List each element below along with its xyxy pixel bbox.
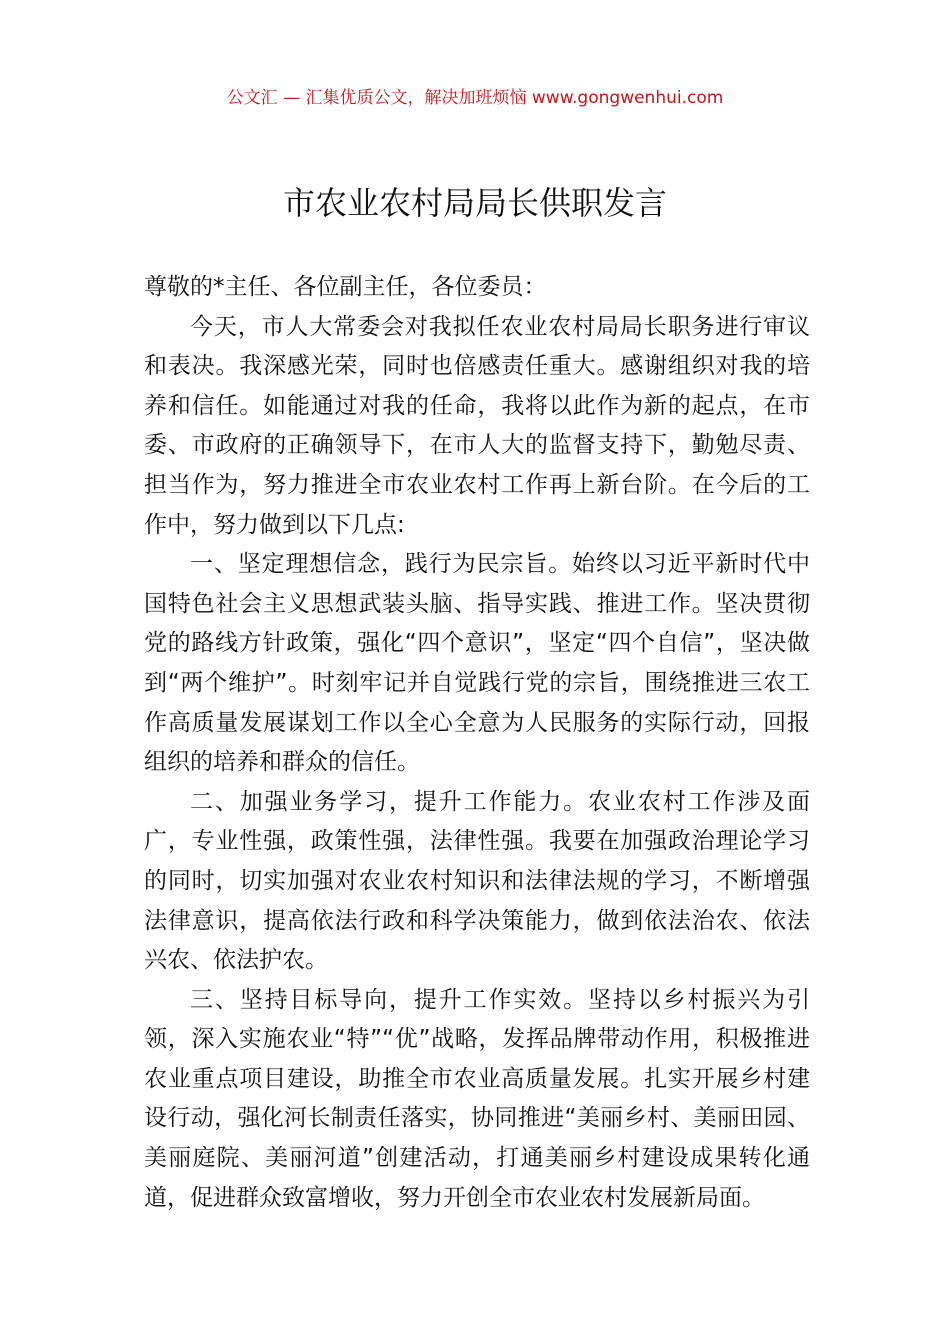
paragraph-intro: 今天，市人大常委会对我拟任农业农村局局长职务进行审议和表决。我深感光荣，同时也倍感责任重大。感谢组织对我的培养和信任。如能通过对我的任命，我将以此作为新的起点，在市委、市政府的正确领导下，在市人大的监督支持下，勤勉尽责、担当作为，努力推进全市农业农村工作再上新台阶。在今后的工作中，努力做到以下几点:	[144, 313, 810, 538]
site-banner: 公文汇 — 汇集优质公文，解决加班烦恼 www.gongwenhui.com	[226, 88, 724, 108]
salutation: 尊敬的*主任、各位副主任，各位委员：	[144, 274, 547, 300]
paragraph-point-3: 三、坚持目标导向，提升工作实效。坚持以乡村振兴为引领，深入实施农业“特”“优”战略，发挥品牌带动作用，积极推进农业重点项目建设，助推全市农业高质量发展。扎实开展乡村建设行动，强化河长制责任落实，协同推进“美丽乡村、美丽田园、美丽庭院、美丽河道”创建活动，打通美丽乡村建设成果转化通道，促进群众致富增收，努力开创全市农业农村发展新局面。	[144, 986, 810, 1211]
paragraph-point-1: 一、坚定理想信念，践行为民宗旨。始终以习近平新时代中国特色社会主义思想武装头脑、指导实践、推进工作。坚决贯彻党的路线方针政策，强化“四个意识”，坚定“四个自信”，坚决做到“两个维护”。时刻牢记并自觉践行党的宗旨，围绕推进三农工作高质量发展谋划工作以全心全意为人民服务的实际行动，回报组织的培养和群众的信任。	[144, 551, 810, 776]
paragraph-point-2: 二、加强业务学习，提升工作能力。农业农村工作涉及面广，专业性强，政策性强，法律性强。我要在加强政治理论学习的同时，切实加强对农业农村知识和法律法规的学习，不断增强法律意识，提高依法行政和科学决策能力，做到依法治农、依法兴农、依法护农。	[144, 788, 810, 974]
document-body	[144, 268, 810, 1218]
document-title: 市农业农村局局长供职发言	[282, 184, 667, 222]
